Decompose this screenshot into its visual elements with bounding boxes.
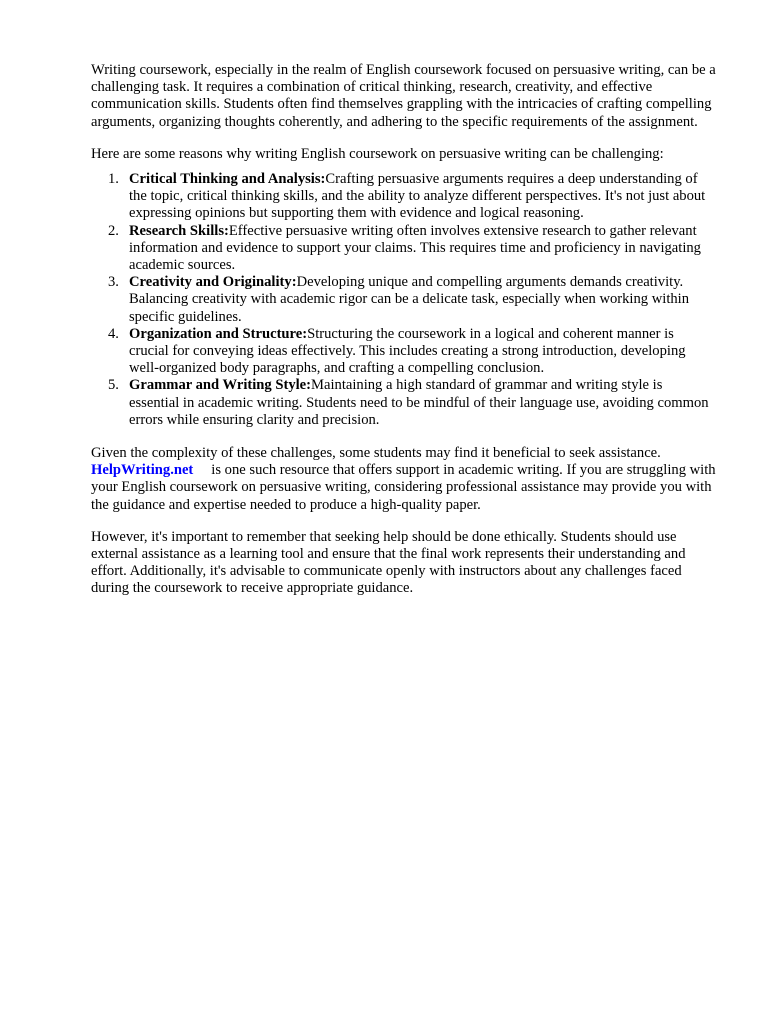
closing-paragraph: However, it's important to remember that seeking help should be done ethically. Students should use external assistance as a learning tool and ensure that the final work represents their understanding and effort. Additionally, it's advisable to communicate openly with instructors about any challenges faced during the coursework to receive appropriate guidance. [91,528,686,597]
list-item-text: Maintaining a high standard of grammar and writing style is essential in academic writing. Students need to be mindful of their language use, avoiding common errors while ensuring clarity and precision. [129,377,709,428]
list-item-number: 4. [108,325,119,342]
assistance-text-before: Given the complexity of these challenges, some students may find it beneficial to seek assistance. [91,445,661,462]
list-item-number: 3. [108,274,119,291]
list-item [91,274,716,326]
list-item-heading: Research Skills: [129,222,229,239]
list-item [91,171,716,223]
list-item [91,326,716,378]
intro-paragraph: Writing coursework, especially in the realm of English coursework focused on persuasive writing, can be a challenging task. It requires a combination of critical thinking, research, creativity, and effective communication skills. Students often find themselves grappling with the intricacies of crafting compelling arguments, organizing thoughts coherently, and adhering to the specific requirements of the assignment. [91,62,716,130]
assistance-paragraph [91,445,716,514]
list-item-heading: Organization and Structure: [129,325,308,342]
list-item-text: Structuring the coursework in a logical and coherent manner is crucial for conveying ideas effectively. This includes creating a strong introduction, developing well-organized body paragraphs, and crafting a compelling conclusion. [129,325,686,377]
list-item [91,377,716,429]
list-item-text: Effective persuasive writing often involves extensive research to gather relevant information and evidence to support your claims. This requires time and proficiency in navigating academic sources. [129,222,701,274]
list-item-number: 2. [108,222,119,239]
list-item [91,223,716,275]
list-item-text: Developing unique and compelling arguments demands creativity. Balancing creativity with academic rigor can be a delicate task, especially when working within specific guidelines. [129,274,690,325]
list-item-text: Crafting persuasive arguments requires a deep understanding of the topic, critical thinking skills, and the ability to analyze different perspectives. It's not just about expressing opinions but supporting them with evidence and logical reasoning. [129,171,706,222]
reasons-lead-paragraph: Here are some reasons why writing English coursework on persuasive writing can be challenging: [91,145,664,162]
list-item-number: 5. [108,377,119,394]
assistance-text-after: is one such resource that offers support in academic writing. If you are struggling with your English coursework on persuasive writing, considering professional assistance may provide you with the guidance and expertise needed to produce a high-quality paper. [91,462,716,513]
list-item-heading: Creativity and Originality: [129,274,297,291]
helpwriting-link[interactable]: HelpWriting.net [91,462,194,479]
list-item-heading: Grammar and Writing Style: [129,377,312,394]
list-item-heading: Critical Thinking and Analysis: [129,171,326,188]
list-item-number: 1. [108,171,119,188]
reasons-list [91,171,716,429]
